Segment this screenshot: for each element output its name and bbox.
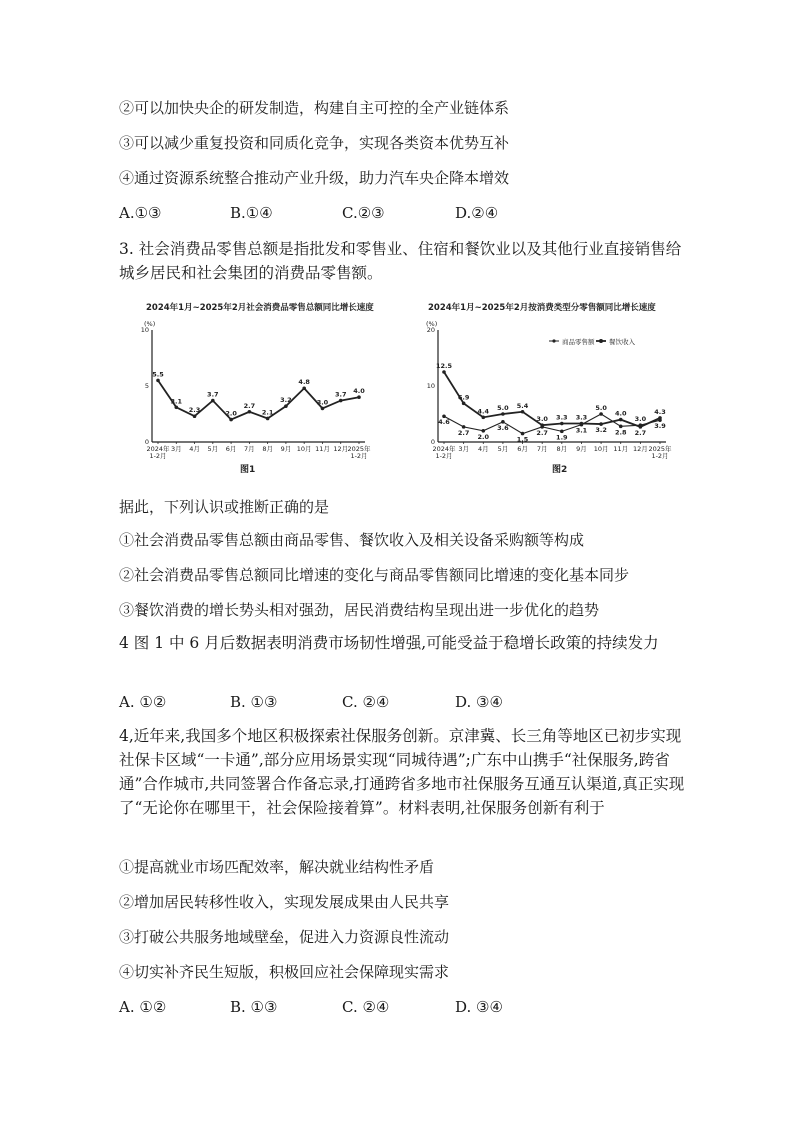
data-label: 4.8 (298, 378, 310, 387)
x-tick-label: 5月 (497, 445, 509, 453)
legend-item-2: 餐饮收入 (609, 338, 635, 346)
data-label: 5.5 (152, 370, 164, 379)
data-point (501, 412, 505, 416)
series-line-2 (444, 372, 660, 427)
q4-option-b: B. ①③ (230, 998, 278, 1016)
x-tick-label: 1-2月 (435, 452, 453, 460)
data-label: 2.1 (261, 408, 274, 417)
x-tick-label: 4月 (189, 445, 200, 453)
q3-option-c: C. ②④ (342, 693, 390, 711)
y-tick-label: 0 (144, 438, 149, 446)
q4-item-4: ④切实补齐民生短版，积极回应社会保障现实需求 (119, 963, 450, 981)
data-point (248, 410, 252, 414)
data-label: 3.0 (316, 398, 329, 407)
data-label: 2.0 (477, 432, 490, 441)
data-point (302, 386, 306, 390)
data-point (481, 416, 485, 420)
data-label: 1.5 (516, 435, 529, 444)
x-tick-label: 2024年 (432, 445, 456, 453)
data-point (442, 370, 446, 374)
x-tick-label: 6月 (517, 445, 528, 453)
q2-option-a: A.①③ (119, 204, 162, 222)
q2-option-d: D.②④ (455, 204, 499, 222)
chart-2-legend (549, 337, 636, 346)
data-point (540, 423, 544, 427)
q4-option-d: D. ③④ (455, 998, 503, 1016)
x-tick-label: 8月 (556, 445, 568, 453)
data-label: 5.0 (595, 404, 607, 412)
data-point (229, 418, 233, 422)
y-tick-label: 0 (430, 438, 435, 446)
data-label: 2.7 (634, 428, 647, 437)
data-label: 3.3 (556, 413, 568, 422)
y-tick-label: 10 (426, 382, 435, 390)
data-label: 5.0 (497, 404, 509, 412)
data-label: 2.3 (188, 406, 201, 415)
q2-option-c: C.②③ (342, 204, 385, 222)
data-label: 3.9 (654, 422, 666, 431)
q4-item-3: ③打破公共服务地域壁垒，促进入力资源良性流动 (119, 928, 450, 946)
x-tick-label: 2024年 (146, 445, 170, 453)
data-point (521, 410, 525, 414)
data-label: 1.9 (556, 433, 568, 442)
data-label: 5.4 (516, 401, 529, 410)
data-label: 4.0 (614, 409, 627, 418)
q3-option-a: A. ①② (119, 693, 167, 711)
q2-item-2: ②可以加快央企的研发制造，构建自主可控的全产业链体系 (119, 99, 510, 117)
data-point (580, 422, 584, 426)
chart-1-title: 2024年1月~2025年2月社会消费品零售总额同比增长速度 (146, 303, 374, 313)
data-label: 3.7 (207, 390, 219, 399)
q3-item-3: ③餐饮消费的增长势头相对强劲，居民消费结构呈现出进一步优化的趋势 (119, 601, 600, 619)
data-point (174, 405, 178, 409)
data-point (357, 395, 361, 399)
data-label: 4.3 (654, 407, 666, 416)
x-tick-label: 4月 (477, 445, 489, 453)
x-tick-label: 8月 (262, 445, 273, 453)
data-label: 3.0 (634, 415, 647, 424)
x-tick-label: 7月 (244, 445, 255, 453)
data-label: 12.5 (435, 362, 453, 370)
x-tick-label: 6月 (225, 445, 237, 453)
q4-item-1: ①提高就业市场匹配效率，解决就业结构性矛盾 (119, 858, 435, 876)
chart-1-ylabel: (%) (144, 320, 156, 328)
data-label: 3.2 (280, 396, 292, 405)
data-label: 4.4 (477, 407, 490, 416)
x-tick-label: 3月 (170, 445, 182, 453)
data-label: 4.0 (353, 387, 365, 396)
q2-item-3: ③可以减少重复投资和同质化竞争，实现各类资本优势互补 (119, 134, 510, 152)
data-label: 2.7 (243, 401, 256, 410)
data-label: 2.7 (457, 428, 470, 437)
y-tick-label: 10 (140, 326, 149, 334)
q4-option-a: A. ①② (119, 998, 167, 1016)
x-tick-label: 2025年 (347, 445, 371, 453)
q3-option-d: D. ③④ (455, 693, 503, 711)
data-point (560, 422, 564, 426)
x-tick-label: 7月 (536, 445, 548, 453)
q3-item-4: 4 图 1 中 6 月后数据表明消费市场韧性增强,可能受益于稳增长政策的持续发力 (119, 634, 659, 652)
chart-1 (140, 296, 375, 481)
legend-item-1: 商品零售额 (562, 338, 595, 346)
x-tick-label: 10月 (296, 445, 312, 453)
x-tick-label: 10月 (593, 445, 609, 453)
chart-1-marks (152, 370, 365, 421)
q3-item-2: ②社会消费品零售总额同比增速的变化与商品零售额同比增速的变化基本同步 (119, 566, 630, 584)
data-label: 2.8 (614, 428, 627, 437)
x-tick-label: 12月 (632, 445, 648, 453)
data-label: 6.9 (457, 393, 470, 402)
x-tick-label: 11月 (315, 445, 330, 453)
chart-2 (424, 296, 674, 481)
q4-stem: 4,近年来,我国多个地区积极探索社保服务创新。京津冀、长三角等地区已初步实现社保卡区域“一卡通”,部分应用场景实现“同城待遇”;广东中山携手“社保服务,跨省通”合作城市,共同签署合作备忘录,打通跨省多地市社保服务互通互认渠道,真正实现了“无论你在哪里干，社会保险接着算”。材料表明,社保服务创新有利于 (119, 727, 685, 817)
chart-2-caption: 图2 (552, 465, 568, 475)
data-point (211, 399, 215, 403)
chart-2-marks (436, 362, 666, 444)
data-label: 4.6 (438, 418, 450, 427)
q2-item-4: ④通过资源系统整合推动产业升级，助力汽车央企降本增效 (119, 169, 510, 187)
data-point (339, 399, 343, 403)
x-tick-label: 2025年 (648, 445, 672, 453)
q3-item-1: ①社会消费品零售总额由商品零售、餐饮收入及相关设备采购额等构成 (119, 531, 585, 549)
data-label: 3.0 (536, 415, 548, 424)
q4-option-c: C. ②④ (342, 998, 390, 1016)
data-point (462, 402, 466, 406)
q3-option-b: B. ①③ (230, 693, 278, 711)
x-tick-label: 1-2月 (350, 452, 368, 460)
x-tick-label: 5月 (207, 445, 219, 453)
data-label: 3.3 (575, 413, 588, 422)
data-label: 2.0 (225, 409, 237, 418)
q3-prompt: 据此，下列认识或推断正确的是 (119, 498, 330, 516)
data-point (658, 416, 662, 420)
q4-item-2: ②增加居民转移性收入，实现发展成果由人民共享 (119, 893, 450, 911)
data-label: 3.7 (334, 390, 347, 399)
data-label: 3.2 (595, 426, 607, 435)
chart-1-caption: 图1 (240, 465, 256, 475)
data-point (156, 379, 160, 383)
data-label: 3.1 (170, 397, 183, 406)
data-point (193, 414, 197, 418)
x-tick-label: 9月 (576, 445, 587, 453)
data-point (619, 418, 623, 422)
data-label: 2.7 (536, 428, 548, 437)
chart-2-ylabel: (%) (426, 320, 438, 328)
data-label: 3.1 (575, 426, 588, 435)
data-point (266, 417, 270, 421)
y-tick-label: 20 (426, 326, 435, 334)
data-point (599, 412, 603, 416)
x-tick-label: 9月 (280, 445, 292, 453)
x-tick-label: 12月 (333, 445, 349, 453)
data-point (321, 407, 325, 411)
y-tick-label: 5 (144, 382, 149, 390)
x-tick-label: 11月 (613, 445, 629, 453)
chart-2-title: 2024年1月~2025年2月按消费类型分零售额同比增长速度 (428, 303, 656, 313)
q2-option-b: B.①④ (230, 204, 273, 222)
x-tick-label: 3月 (458, 445, 469, 453)
x-tick-label: 1-2月 (651, 452, 669, 460)
q3-stem: 3. 社会消费品零售总额是指批发和零售业、住宿和餐饮业以及其他行业直接销售给城乡居民和社会集团的消费品零售额。 (119, 240, 682, 282)
x-tick-label: 1-2月 (149, 452, 167, 460)
data-point (284, 404, 288, 408)
data-label: 3.6 (497, 423, 509, 432)
